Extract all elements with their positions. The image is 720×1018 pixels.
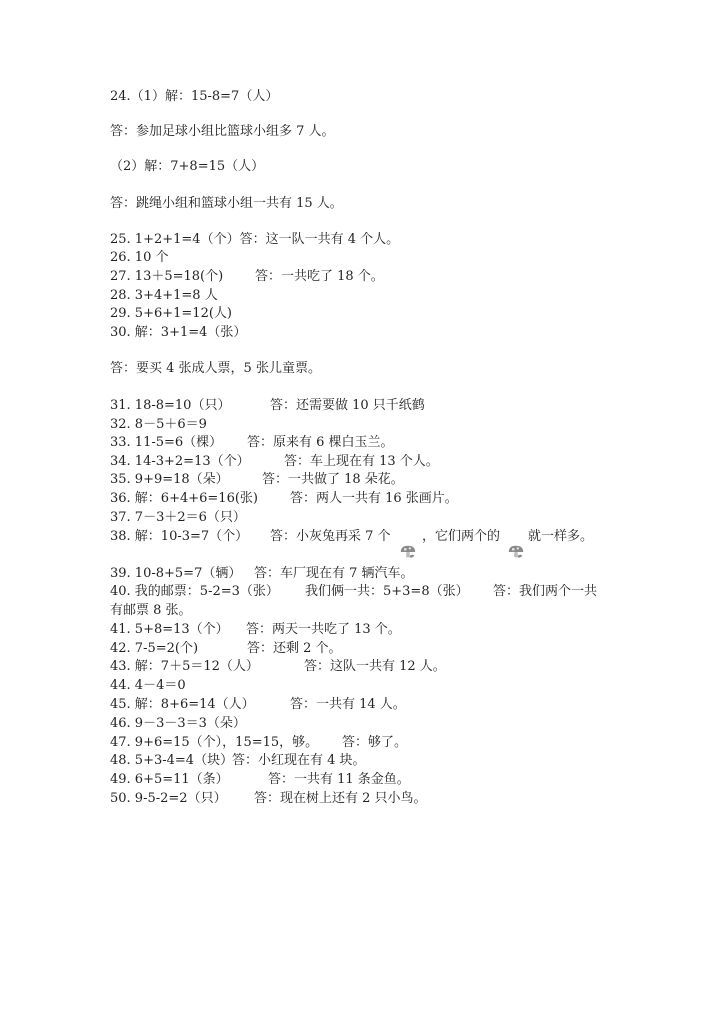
q36-equation: 36. 解：6+4+6=16(张) (110, 491, 258, 506)
q36-answer: 答：两人一共有 16 张画片。 (290, 491, 458, 506)
q40-total: 我们俩一共：5+3=8（张） (305, 584, 469, 599)
mushroom-icon (399, 543, 417, 561)
q38-answer-part1: 答：小灰兔再采 7 个 (270, 529, 391, 544)
q24-1-answer: 答：参加足球小组比篮球小组多 7 人。 (110, 124, 335, 139)
q45-answer: 答：一共有 14 人。 (290, 697, 406, 712)
q49-answer: 答：一共有 11 条金鱼。 (268, 772, 410, 787)
q38-answer-part2: ，它们两个的 (422, 529, 501, 544)
q30-line: 30. 解：3+1=4（张） (110, 325, 247, 340)
q40-answer-cont: 有邮票 8 张。 (110, 603, 192, 618)
q24-2-answer: 答：跳绳小组和篮球小组一共有 15 人。 (110, 196, 343, 211)
q37-line: 37. 7－3＋2＝6（只） (110, 510, 246, 525)
q48-answer: 答：小红现在有 4 块。 (232, 753, 366, 768)
q31-answer: 答：还需要做 10 只千纸鹤 (270, 398, 425, 413)
q34-equation: 34. 14-3+2=13（个） (110, 454, 250, 469)
q28-line: 28. 3+4+1=8 人 (110, 288, 218, 303)
q47-answer: 答：够了。 (342, 735, 408, 750)
q31-equation: 31. 18-8=10（只） (110, 398, 231, 413)
q27-answer: 答：一共吃了 18 个。 (255, 269, 384, 284)
q38-equation: 38. 解：10-3=7（个） (110, 529, 249, 544)
q50-answer: 答：现在树上还有 2 只小鸟。 (254, 791, 427, 806)
q25-line: 25. 1+2+1=4（个）答：这一队一共有 4 个人。 (110, 232, 400, 247)
q44-line: 44. 4－4＝0 (110, 678, 186, 693)
q41-equation: 41. 5+8=13（个） (110, 622, 229, 637)
q27-equation: 27. 13＋5=18(个) (110, 269, 224, 284)
q24-2-solution: （2）解：7+8=15（人） (110, 159, 265, 174)
q42-answer: 答：还剩 2 个。 (247, 641, 342, 656)
q32-line: 32. 8－5＋6＝9 (110, 417, 207, 432)
q49-equation: 49. 6+5=11（条） (110, 772, 229, 787)
q50-equation: 50. 9-5-2=2（只） (110, 791, 227, 806)
q45-equation: 45. 解：8+6=14（人） (110, 697, 255, 712)
q41-answer: 答：两天一共吃了 13 个。 (246, 622, 401, 637)
q38-answer-part3: 就一样多。 (528, 529, 594, 544)
q24-1-solution: 24.（1）解：15-8=7（人） (110, 89, 279, 104)
q34-answer: 答：车上现在有 13 个人。 (284, 454, 439, 469)
q46-line: 46. 9－3－3＝3（朵） (110, 716, 246, 731)
q35-answer: 答：一共做了 18 朵花。 (262, 472, 404, 487)
q43-equation: 43. 解：7＋5＝12（人） (110, 659, 259, 674)
q40-answer: 答：我们两个一共 (493, 584, 598, 599)
q43-answer: 答：这队一共有 12 人。 (304, 659, 446, 674)
q33-answer: 答：原来有 6 棵白玉兰。 (247, 435, 394, 450)
q48-equation: 48. 5+3-4=4（块） (110, 753, 234, 768)
q42-equation: 42. 7-5=2(个) (110, 641, 199, 656)
q47-equation: 47. 9+6=15（个），15=15，够。 (110, 735, 319, 750)
q26-line: 26. 10 个 (110, 250, 169, 265)
q33-equation: 33. 11-5=6（棵） (110, 435, 223, 450)
mushroom-icon (507, 543, 525, 561)
q30-answer: 答：要买 4 张成人票，5 张儿童票。 (110, 361, 321, 376)
q40-my-stamps: 40. 我的邮票：5-2=3（张） (110, 584, 279, 599)
q35-equation: 35. 9+9=18（朵） (110, 472, 229, 487)
q29-line: 29. 5+6+1=12(人) (110, 306, 232, 321)
q39-equation: 39. 10-8+5=7（辆） (110, 566, 242, 581)
q39-answer: 答：车厂现在有 7 辆汽车。 (254, 566, 414, 581)
